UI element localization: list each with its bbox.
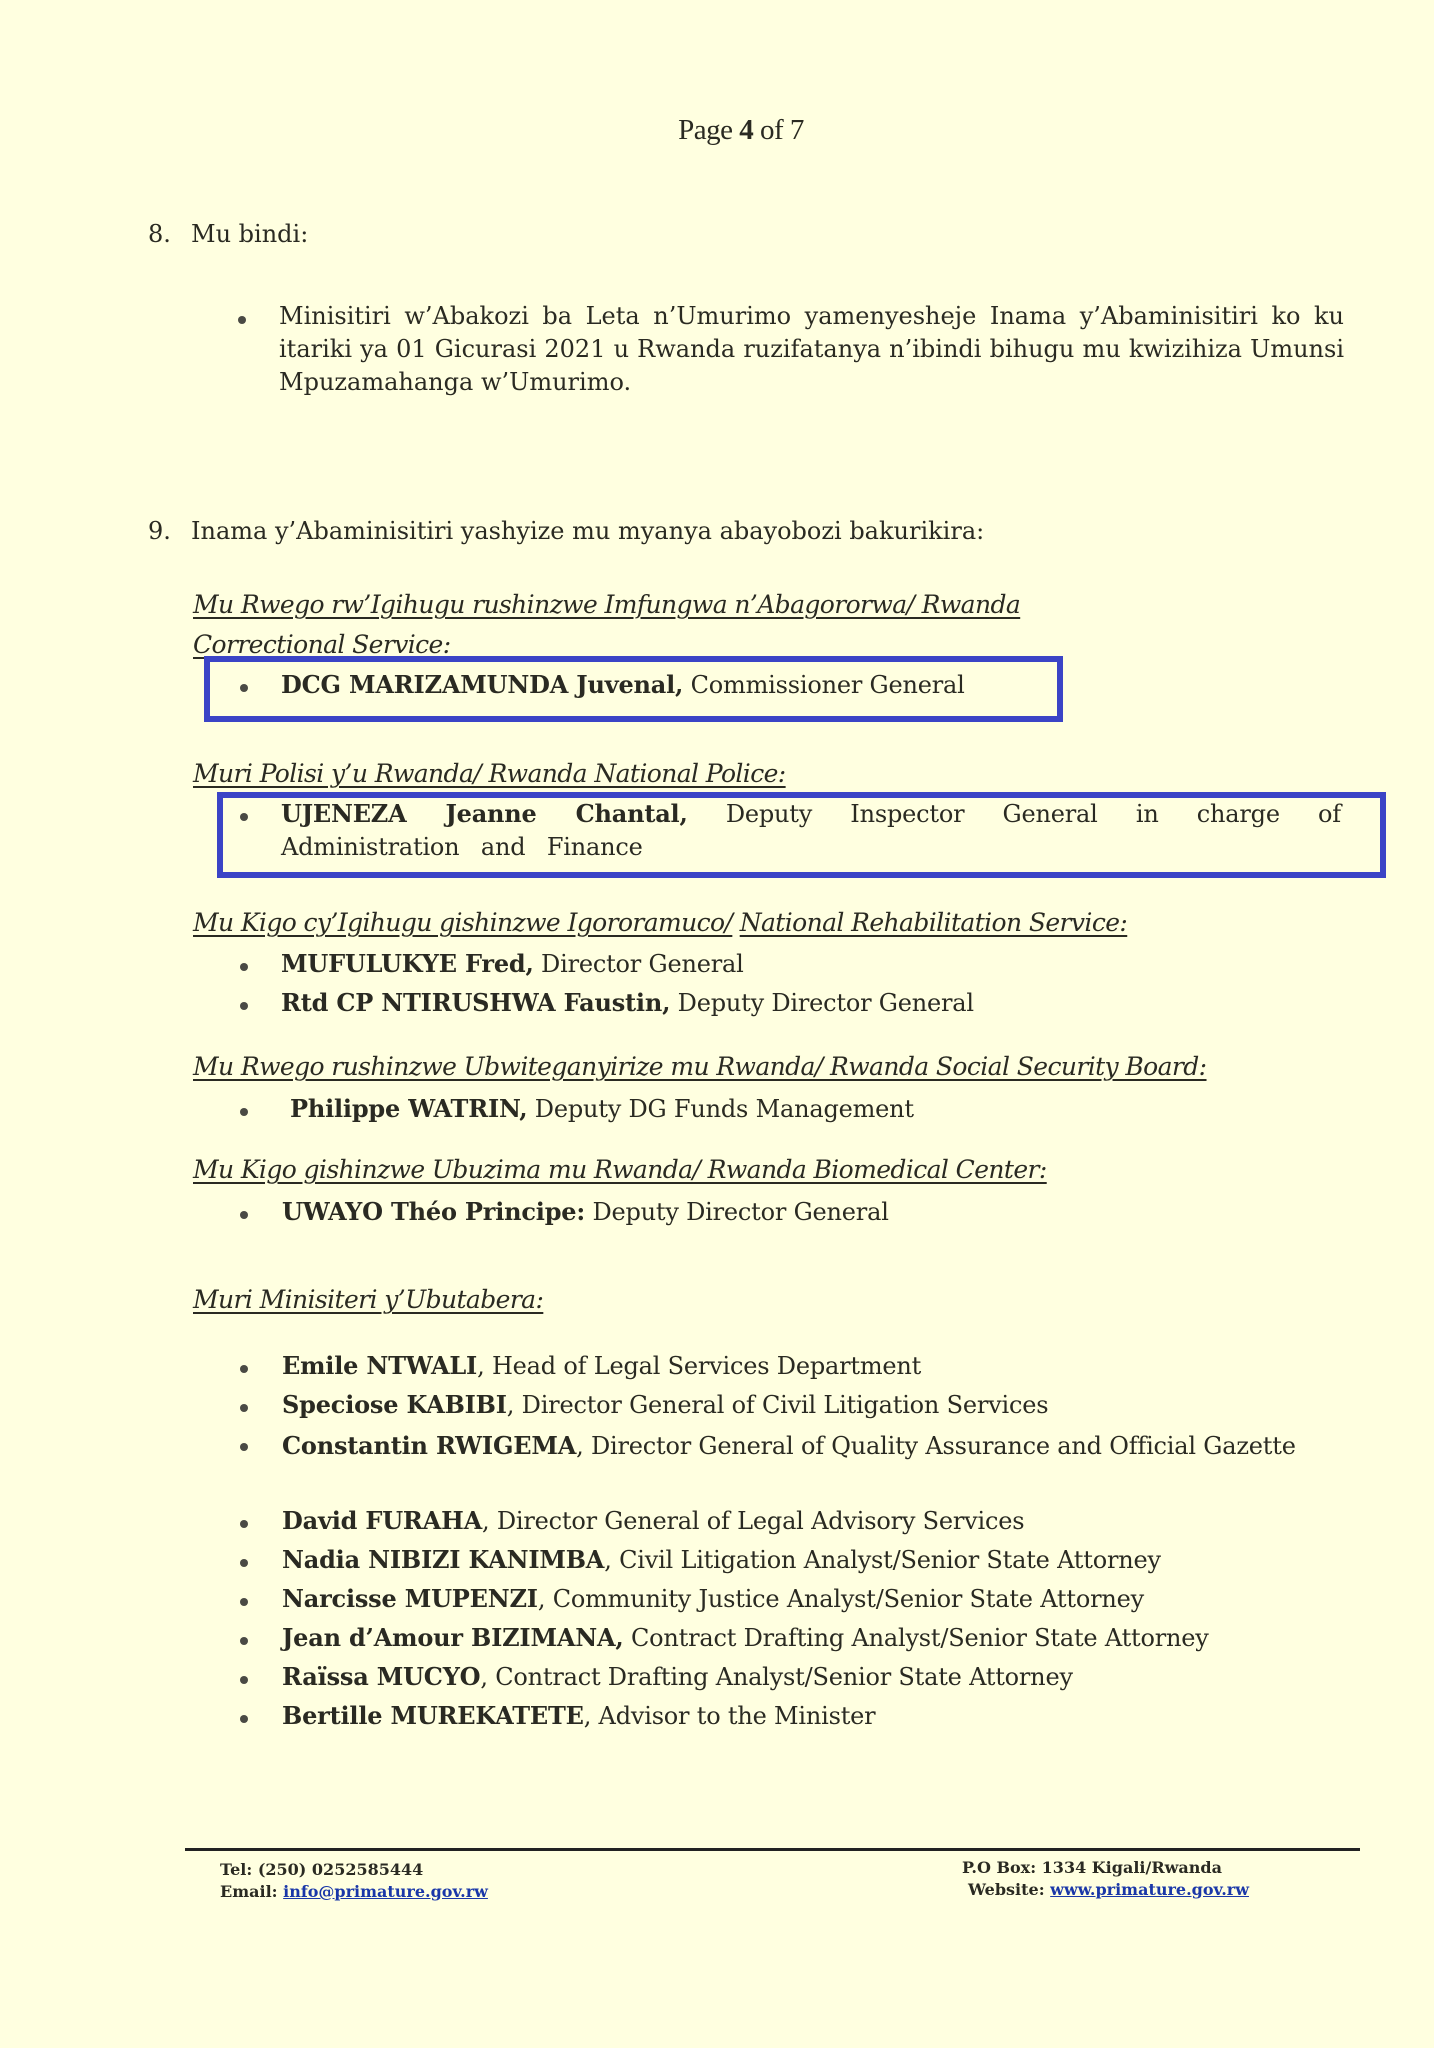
page-label: Page (678, 114, 733, 146)
bullet-icon (240, 1676, 248, 1684)
bullet-icon (240, 1637, 248, 1645)
footer-website: Website: www.primature.gov.rw (968, 1880, 1249, 1899)
group-heading-rcs-line2: Correctional Service: (193, 630, 451, 659)
page-current: 4 (739, 114, 754, 146)
appointment-item: Raïssa MUCYO, Contract Drafting Analyst/Senior State Attorney (282, 1662, 1073, 1691)
bullet-icon (240, 1211, 248, 1219)
bullet-icon (238, 316, 246, 324)
email-link[interactable]: info@primature.gov.rw (283, 1882, 488, 1901)
appointment-item: MUFULUKYE Fred, Director General (281, 949, 744, 978)
appointment-item: Philippe WATRIN, Deputy DG Funds Management (290, 1094, 914, 1123)
appointment-item: Emile NTWALI, Head of Legal Services Department (282, 1351, 922, 1380)
footer-pobox: P.O Box: 1334 Kigali/Rwanda (962, 1858, 1222, 1877)
group-heading-rbc: Mu Kigo gishinzwe Ubuzima mu Rwanda/ Rwanda Biomedical Center: (193, 1155, 1047, 1184)
appointment-item: Constantin RWIGEMA, Director General of Quality Assurance and Official Gazette (282, 1431, 1296, 1460)
bullet-icon (240, 1559, 248, 1567)
website-link[interactable]: www.primature.gov.rw (1050, 1880, 1249, 1899)
bullet-icon (240, 1404, 248, 1412)
footer-tel: Tel: (250) 0252585444 (220, 1860, 424, 1879)
appointment-item: DCG MARIZAMUNDA Juvenal, Commissioner General (281, 670, 965, 699)
appointment-item: Rtd CP NTIRUSHWA Faustin, Deputy Director General (281, 988, 974, 1017)
bullet-icon (240, 1108, 248, 1116)
section-8-bullet-text: Minisitiri w’Abakozi ba Leta n’Umurimo yamenyesheje Inama y’Abaminisitiri ko ku itariki ya 01 Gicurasi 2021 u Rwanda ruzifatanya n’ibindi bihugu mu kwizihiza Umunsi Mpuzamahanga w’Umurimo. (279, 302, 1344, 396)
appointment-item: Nadia NIBIZI KANIMBA, Civil Litigation Analyst/Senior State Attorney (282, 1545, 1161, 1574)
appointment-item: Bertille MUREKATETE, Advisor to the Minister (282, 1701, 876, 1730)
appointment-item: David FURAHA, Director General of Legal Advisory Services (282, 1506, 1025, 1535)
footer-contact-left (220, 1859, 488, 1903)
page-total: 7 (789, 114, 804, 146)
group-heading-nrs: Mu Kigo cy’Igihugu gishinzwe Igororamuco/ National Rehabilitation Service: (193, 908, 1128, 937)
bullet-icon (240, 963, 248, 971)
appointment-item: Narcisse MUPENZI, Community Justice Analyst/Senior State Attorney (282, 1584, 1144, 1613)
section-8-number: 8. (148, 220, 171, 248)
bullet-icon (240, 813, 248, 821)
section-9-title: Inama y’Abaminisitiri yashyize mu myanya abayobozi bakurikira: (191, 517, 985, 545)
bullet-icon (240, 1715, 248, 1723)
page-of: of (759, 114, 784, 146)
bullet-icon (240, 1598, 248, 1606)
footer-email: Email: info@primature.gov.rw (220, 1882, 488, 1901)
section-8-title: Mu bindi: (191, 220, 309, 248)
bullet-icon (240, 1520, 248, 1528)
group-heading-rssb: Mu Rwego rushinzwe Ubwiteganyirize mu Rwanda/ Rwanda Social Security Board: (193, 1052, 1207, 1081)
bullet-icon (240, 1002, 248, 1010)
section-9-number: 9. (148, 517, 171, 545)
appointment-item: UJENEZA Jeanne Chantal, Deputy Inspector General in charge of Administration and Finance (281, 799, 1341, 861)
appointment-item: Jean d’Amour BIZIMANA, Contract Drafting Analyst/Senior State Attorney (282, 1623, 1209, 1652)
bullet-icon (240, 1365, 248, 1373)
appointment-item: UWAYO Théo Principe: Deputy Director General (282, 1197, 889, 1226)
appointment-item: Speciose KABIBI, Director General of Civil Litigation Services (282, 1390, 1049, 1419)
group-heading-minijust: Muri Minisiteri y’Ubutabera: (193, 1285, 544, 1314)
page-indicator (0, 114, 1434, 147)
group-heading-rnp: Muri Polisi y’u Rwanda/ Rwanda National Police: (193, 759, 786, 788)
footer-contact-right (962, 1857, 1249, 1901)
bullet-icon (240, 684, 248, 692)
bullet-icon (240, 1443, 248, 1451)
group-heading-rcs-line1: Mu Rwego rw’Igihugu rushinzwe Imfungwa n’Abagororwa/ Rwanda (193, 590, 1021, 619)
footer-divider (185, 1848, 1360, 1851)
